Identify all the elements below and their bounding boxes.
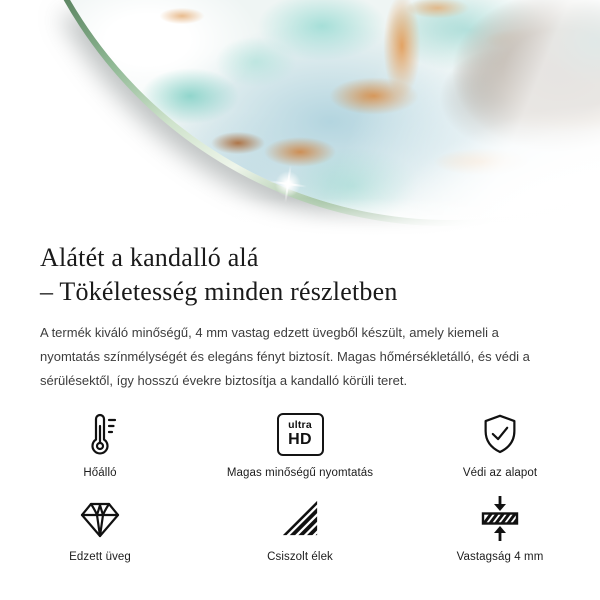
thickness-icon: [476, 492, 524, 544]
product-photo: [0, 0, 600, 236]
thermometer-icon: [76, 408, 124, 460]
feature-label: Vastagság 4 mm: [456, 551, 544, 563]
polished-edge-icon: [277, 492, 323, 544]
feature-label: Hőálló: [83, 467, 117, 479]
product-description-section: [0, 241, 600, 563]
feature-label: Csiszolt élek: [267, 551, 333, 563]
shield-check-icon: [477, 408, 523, 460]
product-description: A termék kiváló minőségű, 4 mm vastag edzett üvegből készült, amely kiemeli a nyomtatás színmélységét és elegáns fényt biztosít. Magas hőmérsékletálló, és védi a sérülésektől, így hosszú évekre biztosítja a kandalló körüli teret.: [40, 325, 530, 388]
ultra-hd-icon: [277, 408, 324, 460]
feature-label: Védi az alapot: [462, 467, 538, 479]
sparkle-glint-icon: [267, 163, 310, 206]
feature-item-protects-base: [400, 408, 600, 479]
ultra-hd-badge-bottom: HD: [288, 430, 312, 448]
diamond-icon: [76, 492, 124, 544]
page-title-line2: – Tökéletesség minden részletben: [40, 277, 398, 306]
ultra-hd-badge-top: ultra: [288, 419, 312, 432]
feature-item-thickness: [400, 492, 600, 563]
page-title: [40, 241, 560, 309]
feature-item-tempered-glass: [0, 492, 200, 563]
feature-item-polished-edges: [200, 492, 400, 563]
feature-label: Edzett üveg: [69, 551, 131, 563]
page-title-line1: Alátét a kandalló alá: [40, 243, 259, 272]
feature-item-heat-resistant: [0, 408, 200, 479]
feature-label: Magas minőségű nyomtatás: [226, 467, 374, 479]
feature-item-ultra-hd-print: [200, 408, 400, 479]
feature-grid: [0, 408, 600, 563]
